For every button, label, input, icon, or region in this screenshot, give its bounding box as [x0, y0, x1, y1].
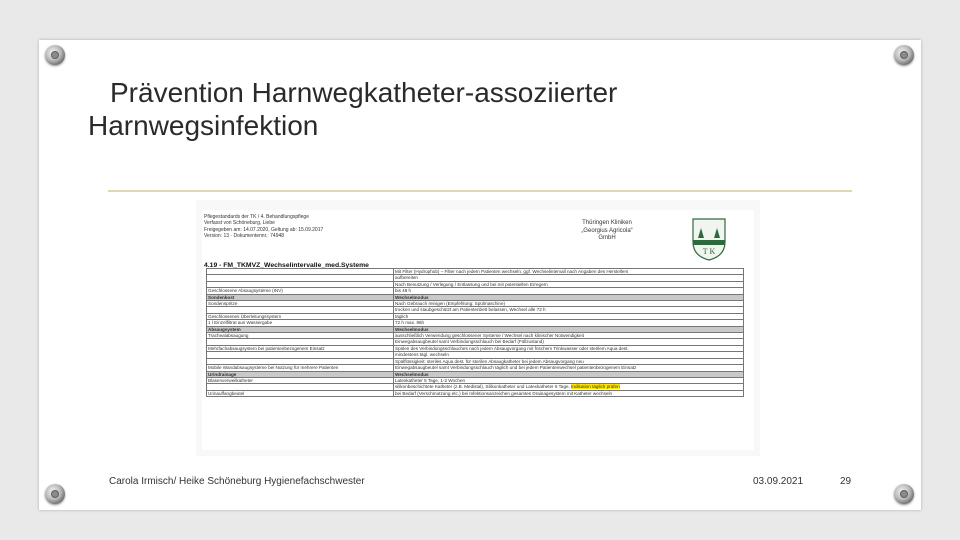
- interval-text: silikonbeschichtete Katheter (z.B. Medistal), Silikonkatheter und Latexkatheter 6 Tage,: [395, 384, 570, 390]
- title-divider: [108, 190, 852, 192]
- clinic-name-line: Thüringen Kliniken: [582, 220, 632, 226]
- pushpin-icon: [45, 484, 65, 504]
- table-cell-item: 1 l Einzelfiltrat aus Wassergabe: [207, 320, 394, 326]
- document-header-line: Verfasst von Schöneburg, Liebe: [204, 220, 275, 227]
- document-page: [202, 210, 754, 450]
- interval-text: mindestens tägl. wechseln: [395, 352, 449, 358]
- document-header-line: Version: 13 · Dokumentennr.: 74948: [204, 233, 285, 240]
- table-cell-item: Sondenkost: [207, 294, 394, 300]
- pushpin-icon: [894, 484, 914, 504]
- highlighted-note: Indikation täglich prüfen: [571, 384, 620, 390]
- slide-title: [88, 76, 808, 142]
- table-cell-item: Blasenverweilkatheter: [207, 377, 394, 383]
- table-cell-item: Absaugsystem: [207, 326, 394, 332]
- table-cell-item: Geschlossenes Überleitungssystem: [207, 313, 394, 319]
- document-header-line: Freigegeben am: 14.07.2020, Geltung ab: 15.09.2017: [204, 226, 324, 233]
- clinic-logo-icon: [689, 216, 729, 262]
- interval-text: Spülen des Verbindungsschlauches nach jedem Absaugvorgang mit frischem Trinkwasser oder sterilem Aqua dest.: [395, 345, 629, 351]
- interval-text: aufbereiten: [395, 275, 418, 281]
- clinic-name-line: GmbH: [598, 235, 616, 241]
- pushpin-icon: [45, 45, 65, 65]
- interval-text: Einwegabsaugbeutel samt Verbindungsschlauch täglich und bei jedem Patientenwechsel patientenbezogenem Einsatz: [395, 365, 637, 371]
- slide-title-line1: Prävention Harnwegkatheter-assoziierter: [110, 77, 618, 108]
- interval-table: [206, 268, 744, 397]
- table-cell-interval: [394, 390, 744, 396]
- clinic-name-line: „Georgius Agricola“: [581, 227, 633, 234]
- table-cell-item: Sondenspritze: [207, 301, 394, 307]
- document-header-left: [204, 214, 404, 240]
- clinic-logo-letters: T K: [702, 247, 716, 256]
- interval-text: Einwegabsaugbeutel samt Verbindungsschlauch bei Bedarf (Füllzustand): [395, 339, 544, 345]
- interval-text: ausschließlich Verwendung geschlossener Systeme / Wechsel nach klinischer Notwendigkeit: [395, 333, 584, 339]
- document-header-line: Pflegestandards der TK / 4. Behandlungspflege: [204, 214, 309, 220]
- interval-text: 72 h max. 96h: [395, 320, 425, 326]
- interval-text: trocken und staubgeschützt am Patientenbett belassen, Wechsel alle 72 h: [395, 307, 546, 313]
- interval-text: Mit Filter (Hydrophob) – Filter nach jedem Patienten wechseln, ggf. Wechselintervall nach Angaben des Herstellers: [395, 269, 629, 274]
- interval-text: Latexkatheter 5 Tage, 1-2 Wochen: [395, 377, 466, 383]
- table-row: [207, 390, 744, 396]
- interval-text: Nach Benutzung / Verlegung / Entlassung und bei mit potentiellen Erregern: [395, 281, 548, 287]
- document-title: 4.19 - FM_TKMVZ_Wechselintervalle_med.Systeme: [204, 262, 369, 269]
- interval-text: Wechselmodus: [395, 371, 429, 377]
- interval-text: Nach Gebrauch reinigen (Empfehlung: Spülmaschine): [395, 301, 506, 307]
- interval-text: Wechselmodus: [395, 294, 429, 300]
- interval-text: Wechselmodus: [395, 326, 429, 332]
- table-cell-item: Geschlossene Absaugsysteme (INV): [207, 288, 394, 294]
- slide-title-line2: Harnwegsinfektion: [88, 110, 319, 141]
- table-cell-item: Urindrainage: [207, 371, 394, 377]
- interval-text: bis 48 h: [395, 288, 412, 294]
- footer-author: Carola Irmisch/ Heike Schöneburg Hygienefachschwester: [109, 476, 365, 487]
- table-cell-item: Trachealabsaugung: [207, 333, 394, 339]
- table-cell-item: Mehrfachabsaugsystem bei patientenbezogenem Einsatz: [207, 345, 394, 351]
- document-header-clinic: [542, 220, 672, 243]
- document-scan: [196, 200, 760, 456]
- interval-text: bei Bedarf (Verschmutzung etc.) bei Infektionsanzeichen gesamtes Drainagesystem mit Katheter wechseln: [395, 390, 613, 396]
- pushpin-icon: [894, 45, 914, 65]
- table-cell-item: Urinauffangbeutel: [207, 390, 394, 396]
- table-cell-item: Mobile Wandabsaugsysteme bei Nutzung für mehrere Patienten: [207, 365, 394, 371]
- slide-number: 29: [840, 476, 852, 487]
- interval-text: Spülflüssigkeit: steriles Aqua dest. für sterilen Absaugkatheter bei jedem Absaugvorgang neu: [395, 358, 584, 364]
- interval-text: täglich: [395, 313, 409, 319]
- footer-date: 03.09.2021: [753, 476, 804, 487]
